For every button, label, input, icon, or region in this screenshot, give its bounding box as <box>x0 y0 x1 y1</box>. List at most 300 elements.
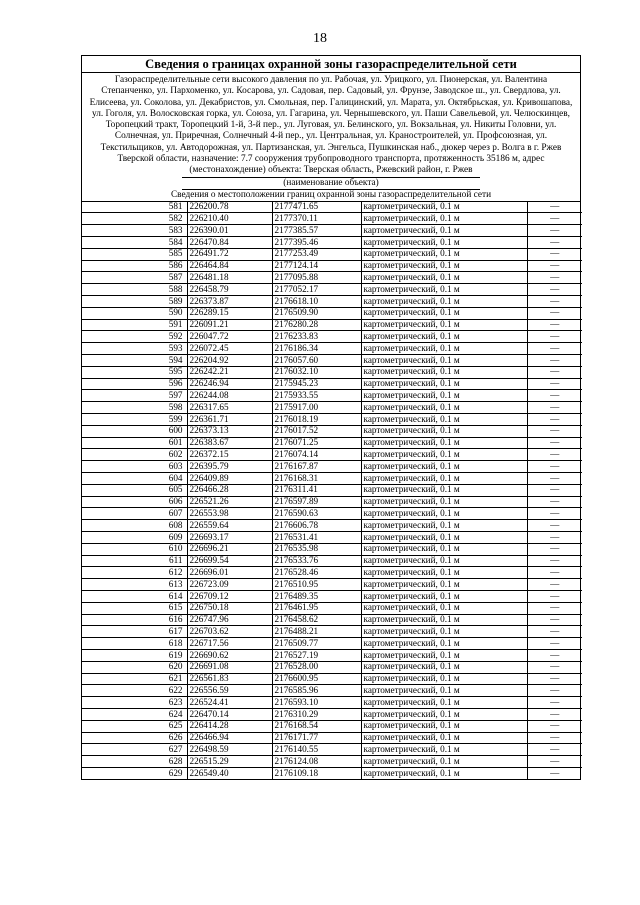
description-cell: — <box>527 508 582 520</box>
x-coordinate-cell: 226200.78 <box>187 202 272 213</box>
table-row <box>82 425 582 437</box>
table-row <box>82 484 582 496</box>
y-coordinate-cell: 2176168.54 <box>272 720 361 732</box>
x-coordinate-cell: 226717.56 <box>187 638 272 650</box>
y-coordinate-cell: 2176168.31 <box>272 473 361 485</box>
description-cell: — <box>527 319 582 331</box>
table-row <box>82 496 582 508</box>
x-coordinate-cell: 226390.01 <box>187 225 272 237</box>
x-coordinate-cell: 226464.84 <box>187 260 272 272</box>
description-cell: — <box>527 473 582 485</box>
table-row <box>82 638 582 650</box>
x-coordinate-cell: 226524.41 <box>187 697 272 709</box>
x-coordinate-cell: 226559.64 <box>187 520 272 532</box>
point-number-cell: 585 <box>82 248 187 260</box>
y-coordinate-cell: 2176057.60 <box>272 355 361 367</box>
x-coordinate-cell: 226470.14 <box>187 708 272 720</box>
y-coordinate-cell: 2176071.25 <box>272 437 361 449</box>
description-cell: — <box>527 225 582 237</box>
table-row <box>82 685 582 697</box>
method-cell: картометрический, 0.1 м <box>361 720 527 732</box>
method-cell: картометрический, 0.1 м <box>361 756 527 768</box>
boundary-document <box>81 55 581 780</box>
y-coordinate-cell: 2177253.49 <box>272 248 361 260</box>
description-cell: — <box>527 248 582 260</box>
y-coordinate-cell: 2176533.76 <box>272 555 361 567</box>
point-number-cell: 625 <box>82 720 187 732</box>
description-cell: — <box>527 213 582 225</box>
table-row <box>82 649 582 661</box>
point-number-cell: 629 <box>82 767 187 778</box>
y-coordinate-cell: 2176597.89 <box>272 496 361 508</box>
description-cell: — <box>527 555 582 567</box>
x-coordinate-cell: 226699.54 <box>187 555 272 567</box>
method-cell: картометрический, 0.1 м <box>361 697 527 709</box>
y-coordinate-cell: 2176233.83 <box>272 331 361 343</box>
x-coordinate-cell: 226244.08 <box>187 390 272 402</box>
point-number-cell: 622 <box>82 685 187 697</box>
x-coordinate-cell: 226409.89 <box>187 473 272 485</box>
table-row <box>82 366 582 378</box>
y-coordinate-cell: 2176488.21 <box>272 626 361 638</box>
x-coordinate-cell: 226470.84 <box>187 237 272 249</box>
method-cell: картометрический, 0.1 м <box>361 425 527 437</box>
x-coordinate-cell: 226373.87 <box>187 296 272 308</box>
method-cell: картометрический, 0.1 м <box>361 496 527 508</box>
x-coordinate-cell: 226709.12 <box>187 590 272 602</box>
method-cell: картометрический, 0.1 м <box>361 638 527 650</box>
table-row <box>82 402 582 414</box>
method-cell: картометрический, 0.1 м <box>361 661 527 673</box>
method-cell: картометрический, 0.1 м <box>361 319 527 331</box>
description-cell: — <box>527 414 582 426</box>
x-coordinate-cell: 226395.79 <box>187 461 272 473</box>
table-row <box>82 343 582 355</box>
description-cell: — <box>527 402 582 414</box>
point-number-cell: 609 <box>82 531 187 543</box>
page-number: 18 <box>313 31 327 46</box>
method-cell: картометрический, 0.1 м <box>361 390 527 402</box>
x-coordinate-cell: 226498.59 <box>187 744 272 756</box>
table-row <box>82 567 582 579</box>
y-coordinate-cell: 2176600.95 <box>272 673 361 685</box>
table-row <box>82 414 582 426</box>
point-number-cell: 618 <box>82 638 187 650</box>
y-coordinate-cell: 2176585.96 <box>272 685 361 697</box>
x-coordinate-cell: 226289.15 <box>187 307 272 319</box>
x-coordinate-cell: 226723.09 <box>187 579 272 591</box>
x-coordinate-cell: 226561.83 <box>187 673 272 685</box>
table-row <box>82 708 582 720</box>
object-description: Газораспределительные сети высокого давления по ул. Рабочая, ул. Урицкого, ул. Пионерская, ул. Валентина Степанченко, ул. Пархоменко, ул. Косарова, ул. Садовая, пер. Садовый, ул. Фрунзе, Заводское ш., ул. Свердлова, ул. Елисеева, ул. Соколова, ул. Декабристов, ул. Смольная, пер. Галицинский, ул. Марата, ул. Октябрьская, ул. Кривошапова, ул. Гоголя, ул. Волоcковская горка, ул. Союза, ул. Гагарина, ул. Чернышевского, ул. Паши Савельевой, ул. Челюскинцев, Торопецкий тракт, Торопецкий 1-й, 3-й пер., ул. Луговая, ул. Белинского, ул. Вокзальная, ул. Никиты Головни, ул. Солнечная, ул. Приречная, Солнечный 4-й пер., ул. Центральная, ул. Краностроителей, ул. Профсоюзная, ул. Текстильщиков, ул. Автодорожная, ул. Партизанская, ул. Энгельса, Пушкинская наб., дюкер через р. Волга в г. Ржев Тверской области, назначение: 7.7 сооружения трубопроводного транспорта, протяженность 35186 м, адрес (местонахождение) объекта: Тверская область, Ржевский район, г. Ржев <box>89 75 573 176</box>
table-row <box>82 296 582 308</box>
point-number-cell: 604 <box>82 473 187 485</box>
point-number-cell: 583 <box>82 225 187 237</box>
method-cell: картометрический, 0.1 м <box>361 366 527 378</box>
table-row <box>82 590 582 602</box>
table-row <box>82 260 582 272</box>
description-cell: — <box>527 744 582 756</box>
point-number-cell: 613 <box>82 579 187 591</box>
y-coordinate-cell: 2176489.35 <box>272 590 361 602</box>
y-coordinate-cell: 2175945.23 <box>272 378 361 390</box>
table-row <box>82 626 582 638</box>
x-coordinate-cell: 226361.71 <box>187 414 272 426</box>
method-cell: картометрический, 0.1 м <box>361 248 527 260</box>
x-coordinate-cell: 226072.45 <box>187 343 272 355</box>
method-cell: картометрический, 0.1 м <box>361 449 527 461</box>
point-number-cell: 599 <box>82 414 187 426</box>
y-coordinate-cell: 2176140.55 <box>272 744 361 756</box>
point-number-cell: 621 <box>82 673 187 685</box>
table-row <box>82 237 582 249</box>
y-coordinate-cell: 2176510.95 <box>272 579 361 591</box>
description-cell: — <box>527 614 582 626</box>
point-number-cell: 581 <box>82 202 187 213</box>
method-cell: картометрический, 0.1 м <box>361 555 527 567</box>
method-cell: картометрический, 0.1 м <box>361 649 527 661</box>
y-coordinate-cell: 2176535.98 <box>272 543 361 555</box>
table-row <box>82 307 582 319</box>
x-coordinate-cell: 226747.96 <box>187 614 272 626</box>
description-cell: — <box>527 425 582 437</box>
y-coordinate-cell: 2176528.46 <box>272 567 361 579</box>
description-cell: — <box>527 355 582 367</box>
description-cell: — <box>527 708 582 720</box>
point-number-cell: 611 <box>82 555 187 567</box>
method-cell: картометрический, 0.1 м <box>361 437 527 449</box>
coordinates-table <box>82 202 582 779</box>
description-cell: — <box>527 567 582 579</box>
y-coordinate-cell: 2176527.19 <box>272 649 361 661</box>
x-coordinate-cell: 226549.40 <box>187 767 272 778</box>
description-cell: — <box>527 331 582 343</box>
point-number-cell: 587 <box>82 272 187 284</box>
description-cell: — <box>527 496 582 508</box>
description-cell: — <box>527 260 582 272</box>
x-coordinate-cell: 226750.18 <box>187 602 272 614</box>
x-coordinate-cell: 226383.67 <box>187 437 272 449</box>
table-row <box>82 744 582 756</box>
x-coordinate-cell: 226242.21 <box>187 366 272 378</box>
description-cell: — <box>527 272 582 284</box>
description-cell: — <box>527 697 582 709</box>
x-coordinate-cell: 226553.98 <box>187 508 272 520</box>
location-header: Сведения о местоположении границ охранной зоны газораспределительной сети <box>82 190 580 202</box>
point-number-cell: 603 <box>82 461 187 473</box>
point-number-cell: 598 <box>82 402 187 414</box>
y-coordinate-cell: 2176074.14 <box>272 449 361 461</box>
y-coordinate-cell: 2175917.00 <box>272 402 361 414</box>
table-row <box>82 673 582 685</box>
method-cell: картометрический, 0.1 м <box>361 602 527 614</box>
table-row <box>82 284 582 296</box>
method-cell: картометрический, 0.1 м <box>361 343 527 355</box>
y-coordinate-cell: 2177370.11 <box>272 213 361 225</box>
y-coordinate-cell: 2176109.18 <box>272 767 361 778</box>
table-row <box>82 508 582 520</box>
point-number-cell: 610 <box>82 543 187 555</box>
y-coordinate-cell: 2176509.77 <box>272 638 361 650</box>
table-row <box>82 531 582 543</box>
point-number-cell: 627 <box>82 744 187 756</box>
description-cell: — <box>527 720 582 732</box>
point-number-cell: 593 <box>82 343 187 355</box>
method-cell: картометрический, 0.1 м <box>361 590 527 602</box>
method-cell: картометрический, 0.1 м <box>361 473 527 485</box>
point-number-cell: 626 <box>82 732 187 744</box>
x-coordinate-cell: 226693.17 <box>187 531 272 543</box>
point-number-cell: 584 <box>82 237 187 249</box>
method-cell: картометрический, 0.1 м <box>361 614 527 626</box>
y-coordinate-cell: 2176461.95 <box>272 602 361 614</box>
x-coordinate-cell: 226373.13 <box>187 425 272 437</box>
description-cell: — <box>527 296 582 308</box>
point-number-cell: 607 <box>82 508 187 520</box>
description-cell: — <box>527 202 582 213</box>
method-cell: картометрический, 0.1 м <box>361 685 527 697</box>
y-coordinate-cell: 2176606.78 <box>272 520 361 532</box>
y-coordinate-cell: 2176590.63 <box>272 508 361 520</box>
object-caption: (наименование объекта) <box>182 177 480 190</box>
method-cell: картометрический, 0.1 м <box>361 331 527 343</box>
table-row <box>82 520 582 532</box>
point-number-cell: 595 <box>82 366 187 378</box>
table-row <box>82 614 582 626</box>
x-coordinate-cell: 226458.79 <box>187 284 272 296</box>
x-coordinate-cell: 226466.94 <box>187 732 272 744</box>
table-row <box>82 756 582 768</box>
y-coordinate-cell: 2175933.55 <box>272 390 361 402</box>
point-number-cell: 582 <box>82 213 187 225</box>
point-number-cell: 605 <box>82 484 187 496</box>
point-number-cell: 591 <box>82 319 187 331</box>
description-cell: — <box>527 649 582 661</box>
method-cell: картометрический, 0.1 м <box>361 520 527 532</box>
y-coordinate-cell: 2177471.65 <box>272 202 361 213</box>
table-row <box>82 390 582 402</box>
x-coordinate-cell: 226703.62 <box>187 626 272 638</box>
point-number-cell: 594 <box>82 355 187 367</box>
method-cell: картометрический, 0.1 м <box>361 461 527 473</box>
y-coordinate-cell: 2176618.10 <box>272 296 361 308</box>
table-row <box>82 378 582 390</box>
table-row <box>82 697 582 709</box>
method-cell: картометрический, 0.1 м <box>361 508 527 520</box>
y-coordinate-cell: 2176167.87 <box>272 461 361 473</box>
method-cell: картометрический, 0.1 м <box>361 378 527 390</box>
y-coordinate-cell: 2176280.28 <box>272 319 361 331</box>
x-coordinate-cell: 226556.59 <box>187 685 272 697</box>
y-coordinate-cell: 2176017.52 <box>272 425 361 437</box>
table-row <box>82 543 582 555</box>
y-coordinate-cell: 2177124.14 <box>272 260 361 272</box>
method-cell: картометрический, 0.1 м <box>361 732 527 744</box>
x-coordinate-cell: 226317.65 <box>187 402 272 414</box>
y-coordinate-cell: 2176531.41 <box>272 531 361 543</box>
x-coordinate-cell: 226691.08 <box>187 661 272 673</box>
point-number-cell: 614 <box>82 590 187 602</box>
point-number-cell: 600 <box>82 425 187 437</box>
x-coordinate-cell: 226521.26 <box>187 496 272 508</box>
point-number-cell: 596 <box>82 378 187 390</box>
method-cell: картометрический, 0.1 м <box>361 567 527 579</box>
x-coordinate-cell: 226690.62 <box>187 649 272 661</box>
description-cell: — <box>527 767 582 778</box>
table-row <box>82 272 582 284</box>
x-coordinate-cell: 226204.92 <box>187 355 272 367</box>
point-number-cell: 616 <box>82 614 187 626</box>
description-cell: — <box>527 732 582 744</box>
table-row <box>82 355 582 367</box>
y-coordinate-cell: 2176528.00 <box>272 661 361 673</box>
method-cell: картометрический, 0.1 м <box>361 531 527 543</box>
point-number-cell: 592 <box>82 331 187 343</box>
description-cell: — <box>527 307 582 319</box>
point-number-cell: 617 <box>82 626 187 638</box>
description-cell: — <box>527 378 582 390</box>
description-cell: — <box>527 461 582 473</box>
x-coordinate-cell: 226696.21 <box>187 543 272 555</box>
point-number-cell: 589 <box>82 296 187 308</box>
description-cell: — <box>527 673 582 685</box>
y-coordinate-cell: 2176018.19 <box>272 414 361 426</box>
point-number-cell: 586 <box>82 260 187 272</box>
method-cell: картометрический, 0.1 м <box>361 744 527 756</box>
table-row <box>82 767 582 778</box>
table-row <box>82 461 582 473</box>
method-cell: картометрический, 0.1 м <box>361 284 527 296</box>
method-cell: картометрический, 0.1 м <box>361 626 527 638</box>
table-row <box>82 661 582 673</box>
description-cell: — <box>527 638 582 650</box>
table-row <box>82 732 582 744</box>
method-cell: картометрический, 0.1 м <box>361 237 527 249</box>
description-cell: — <box>527 237 582 249</box>
description-cell: — <box>527 602 582 614</box>
description-cell: — <box>527 484 582 496</box>
description-cell: — <box>527 284 582 296</box>
method-cell: картометрический, 0.1 м <box>361 708 527 720</box>
table-row <box>82 602 582 614</box>
x-coordinate-cell: 226414.28 <box>187 720 272 732</box>
point-number-cell: 619 <box>82 649 187 661</box>
method-cell: картометрический, 0.1 м <box>361 414 527 426</box>
x-coordinate-cell: 226491.72 <box>187 248 272 260</box>
description-cell: — <box>527 590 582 602</box>
point-number-cell: 606 <box>82 496 187 508</box>
x-coordinate-cell: 226466.28 <box>187 484 272 496</box>
y-coordinate-cell: 2176310.29 <box>272 708 361 720</box>
table-row <box>82 202 582 213</box>
description-cell: — <box>527 520 582 532</box>
x-coordinate-cell: 226047.72 <box>187 331 272 343</box>
table-row <box>82 213 582 225</box>
point-number-cell: 624 <box>82 708 187 720</box>
description-cell: — <box>527 756 582 768</box>
method-cell: картометрический, 0.1 м <box>361 296 527 308</box>
method-cell: картометрический, 0.1 м <box>361 579 527 591</box>
method-cell: картометрический, 0.1 м <box>361 673 527 685</box>
description-cell: — <box>527 366 582 378</box>
point-number-cell: 628 <box>82 756 187 768</box>
table-row <box>82 720 582 732</box>
method-cell: картометрический, 0.1 м <box>361 355 527 367</box>
point-number-cell: 588 <box>82 284 187 296</box>
method-cell: картометрический, 0.1 м <box>361 484 527 496</box>
method-cell: картометрический, 0.1 м <box>361 543 527 555</box>
description-cell: — <box>527 685 582 697</box>
y-coordinate-cell: 2176186.34 <box>272 343 361 355</box>
table-row <box>82 473 582 485</box>
description-cell: — <box>527 449 582 461</box>
description-cell: — <box>527 343 582 355</box>
method-cell: картометрический, 0.1 м <box>361 202 527 213</box>
method-cell: картометрический, 0.1 м <box>361 225 527 237</box>
description-cell: — <box>527 626 582 638</box>
table-row <box>82 449 582 461</box>
table-row <box>82 248 582 260</box>
method-cell: картометрический, 0.1 м <box>361 260 527 272</box>
method-cell: картометрический, 0.1 м <box>361 307 527 319</box>
table-row <box>82 331 582 343</box>
y-coordinate-cell: 2176171.77 <box>272 732 361 744</box>
method-cell: картометрический, 0.1 м <box>361 213 527 225</box>
y-coordinate-cell: 2176509.90 <box>272 307 361 319</box>
point-number-cell: 602 <box>82 449 187 461</box>
x-coordinate-cell: 226481.18 <box>187 272 272 284</box>
x-coordinate-cell: 226210.40 <box>187 213 272 225</box>
description-cell: — <box>527 531 582 543</box>
y-coordinate-cell: 2177095.88 <box>272 272 361 284</box>
document-title: Сведения о границах охранной зоны газораспределительной сети <box>82 56 580 73</box>
table-row <box>82 225 582 237</box>
point-number-cell: 590 <box>82 307 187 319</box>
y-coordinate-cell: 2177385.57 <box>272 225 361 237</box>
table-row <box>82 579 582 591</box>
y-coordinate-cell: 2177395.46 <box>272 237 361 249</box>
table-row <box>82 555 582 567</box>
point-number-cell: 612 <box>82 567 187 579</box>
description-cell: — <box>527 437 582 449</box>
y-coordinate-cell: 2176311.41 <box>272 484 361 496</box>
x-coordinate-cell: 226372.15 <box>187 449 272 461</box>
description-cell: — <box>527 661 582 673</box>
x-coordinate-cell: 226091.21 <box>187 319 272 331</box>
y-coordinate-cell: 2176458.62 <box>272 614 361 626</box>
point-number-cell: 615 <box>82 602 187 614</box>
point-number-cell: 623 <box>82 697 187 709</box>
y-coordinate-cell: 2176032.10 <box>272 366 361 378</box>
description-cell: — <box>527 543 582 555</box>
table-row <box>82 319 582 331</box>
point-number-cell: 597 <box>82 390 187 402</box>
x-coordinate-cell: 226696.01 <box>187 567 272 579</box>
point-number-cell: 620 <box>82 661 187 673</box>
table-row <box>82 437 582 449</box>
y-coordinate-cell: 2176593.10 <box>272 697 361 709</box>
point-number-cell: 608 <box>82 520 187 532</box>
x-coordinate-cell: 226246.94 <box>187 378 272 390</box>
x-coordinate-cell: 226515.29 <box>187 756 272 768</box>
point-number-cell: 601 <box>82 437 187 449</box>
description-cell: — <box>527 390 582 402</box>
y-coordinate-cell: 2176124.08 <box>272 756 361 768</box>
description-cell: — <box>527 579 582 591</box>
method-cell: картометрический, 0.1 м <box>361 767 527 778</box>
method-cell: картометрический, 0.1 м <box>361 272 527 284</box>
y-coordinate-cell: 2177052.17 <box>272 284 361 296</box>
